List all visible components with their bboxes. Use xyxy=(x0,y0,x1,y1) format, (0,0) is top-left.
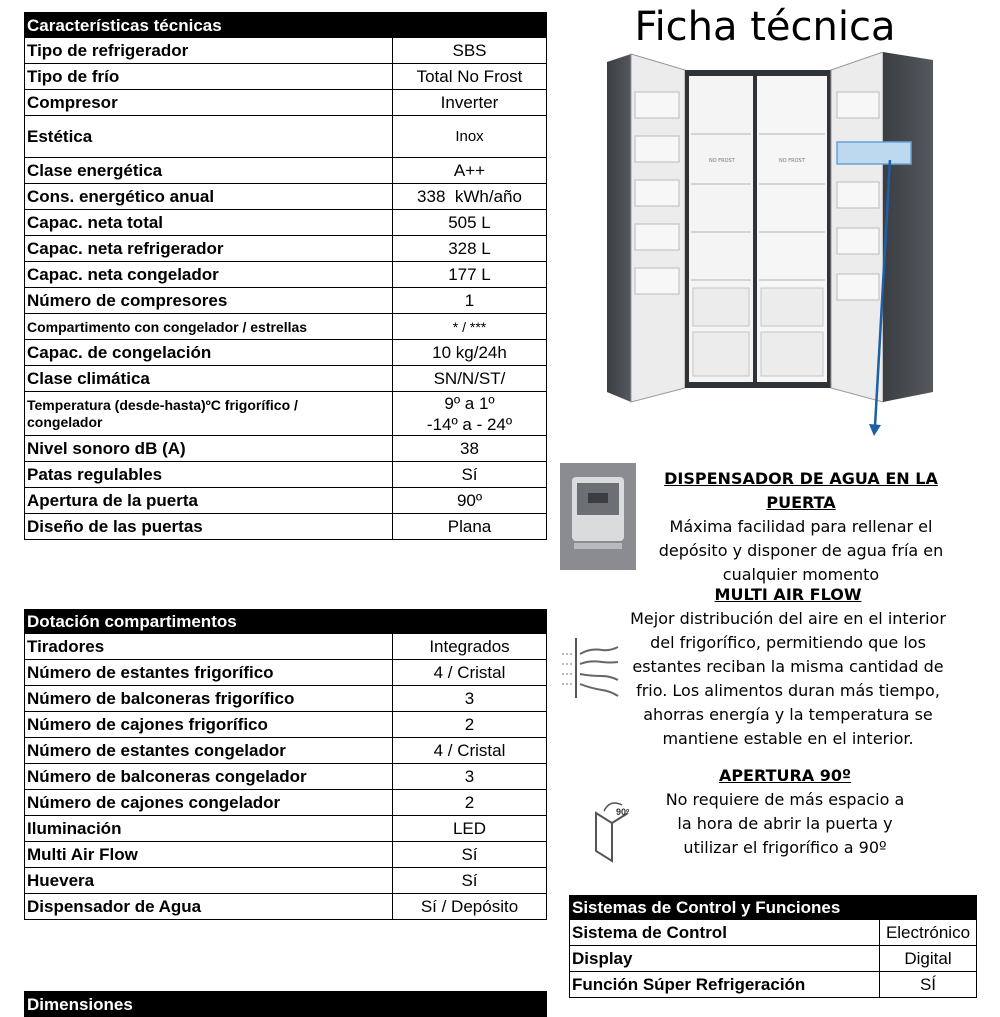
spec-value: Sí xyxy=(393,462,547,488)
spec-value: 177 L xyxy=(393,262,547,288)
compartments-table xyxy=(24,609,547,920)
spec-label: Capac. neta congelador xyxy=(25,262,393,288)
table-row xyxy=(25,712,547,738)
table-row xyxy=(25,894,547,920)
table-row xyxy=(25,288,547,314)
table-row xyxy=(25,262,547,288)
feature-line: la hora de abrir la puerta y xyxy=(677,814,893,833)
control-label: Sistema de Control xyxy=(570,920,880,946)
compartment-value: Sí xyxy=(393,868,547,894)
feature-line: depósito y disponer de agua fría en xyxy=(658,541,944,560)
feature-water-dispenser xyxy=(636,467,966,587)
compartments-table-header: Dotación compartimentos xyxy=(25,610,547,634)
spec-label: Capac. neta total xyxy=(25,210,393,236)
spec-label: Estética xyxy=(25,116,393,158)
table-row xyxy=(25,764,547,790)
spec-value: Total No Frost xyxy=(393,64,547,90)
spec-value: 10 kg/24h xyxy=(393,340,547,366)
control-value: Electrónico xyxy=(880,920,977,946)
spec-value: 38 xyxy=(393,436,547,462)
fridge-image xyxy=(607,52,933,404)
spec-label: Tipo de frío xyxy=(25,64,393,90)
table-row xyxy=(25,38,547,64)
page-title: Ficha técnica xyxy=(634,4,896,50)
table-row xyxy=(25,184,547,210)
spec-value: 328 L xyxy=(393,236,547,262)
fridge-label-right: NO FROST xyxy=(779,158,805,164)
control-table xyxy=(569,895,977,998)
table-row xyxy=(25,314,547,340)
feature-door-opening xyxy=(640,764,930,860)
feature-line: Mejor distribución del aire en el interior xyxy=(630,609,946,628)
table-row xyxy=(25,340,547,366)
spec-value: 338 kWh/año xyxy=(393,184,547,210)
dimensions-table xyxy=(24,991,547,1017)
spec-value: A++ xyxy=(393,158,547,184)
spec-label: Clase energética xyxy=(25,158,393,184)
spec-label: Patas regulables xyxy=(25,462,393,488)
compartment-value: Sí / Depósito xyxy=(393,894,547,920)
compartment-label: Dispensador de Agua xyxy=(25,894,393,920)
compartment-label: Número de cajones frigorífico xyxy=(25,712,393,738)
compartment-value: Sí xyxy=(393,842,547,868)
table-row xyxy=(25,90,547,116)
specs-table-header: Características técnicas xyxy=(25,13,547,38)
feature-line: No requiere de más espacio a xyxy=(665,790,905,809)
compartment-label: Número de estantes congelador xyxy=(25,738,393,764)
table-row xyxy=(25,790,547,816)
spec-label xyxy=(25,392,393,436)
table-row xyxy=(25,236,547,262)
table-row xyxy=(25,738,547,764)
feature-line: estantes reciban la misma cantidad de xyxy=(632,657,944,676)
right-door xyxy=(883,52,933,402)
spec-value: 1 xyxy=(393,288,547,314)
table-row xyxy=(25,488,547,514)
water-dispenser-image xyxy=(560,463,636,570)
spec-value-line: 9º a 1º xyxy=(444,393,495,413)
compartment-label: Tiradores xyxy=(25,634,393,660)
table-row xyxy=(25,116,547,158)
compartment-label: Iluminación xyxy=(25,816,393,842)
feature-line: cualquier momento xyxy=(722,565,880,584)
spec-label: Compartimento con congelador / estrellas xyxy=(25,314,393,340)
control-label: Display xyxy=(570,946,880,972)
compartment-value: 3 xyxy=(393,686,547,712)
control-label: Función Súper Refrigeración xyxy=(570,972,880,998)
feature-line: utilizar el frigorífico a 90º xyxy=(683,838,887,857)
table-row xyxy=(25,868,547,894)
feature-line: mantiene estable en el interior. xyxy=(662,729,914,748)
compartment-value: LED xyxy=(393,816,547,842)
door-icon-label: 90º xyxy=(616,807,630,817)
table-row xyxy=(25,686,547,712)
compartment-label: Multi Air Flow xyxy=(25,842,393,868)
table-row xyxy=(25,436,547,462)
table-row xyxy=(25,660,547,686)
compartment-value: 2 xyxy=(393,790,547,816)
table-row xyxy=(25,158,547,184)
specs-table xyxy=(24,12,547,540)
spec-label: Nivel sonoro dB (A) xyxy=(25,436,393,462)
spec-label: Apertura de la puerta xyxy=(25,488,393,514)
spec-value-line: -14º a - 24º xyxy=(426,414,513,434)
feature-line: frio. Los alimentos duran más tiempo, xyxy=(636,681,940,700)
feature-line: del frigorífico, permitiendo que los xyxy=(650,633,926,652)
spec-label: Número de compresores xyxy=(25,288,393,314)
feature-multi-air-flow xyxy=(618,583,958,751)
fridge-label-left: NO FROST xyxy=(709,158,735,164)
compartment-value: 3 xyxy=(393,764,547,790)
spec-value: Inverter xyxy=(393,90,547,116)
feature-heading: MULTI AIR FLOW xyxy=(714,585,862,604)
table-row xyxy=(25,64,547,90)
spec-label: Tipo de refrigerador xyxy=(25,38,393,64)
feature-heading: APERTURA 90º xyxy=(718,766,852,785)
control-value: Digital xyxy=(880,946,977,972)
compartment-value: 4 / Cristal xyxy=(393,660,547,686)
compartment-value: 4 / Cristal xyxy=(393,738,547,764)
feature-heading: DISPENSADOR DE AGUA EN LA PUERTA xyxy=(664,469,938,512)
spec-label: Capac. de congelación xyxy=(25,340,393,366)
spec-label: Cons. energético anual xyxy=(25,184,393,210)
table-row xyxy=(25,514,547,540)
compartment-value: Integrados xyxy=(393,634,547,660)
table-row xyxy=(25,462,547,488)
table-row xyxy=(570,972,977,998)
spec-value: SN/N/ST/ xyxy=(393,366,547,392)
compartment-label: Número de cajones congelador xyxy=(25,790,393,816)
spec-label-line: Temperatura (desde-hasta)ºC frigorífico / xyxy=(27,396,298,413)
spec-label: Compresor xyxy=(25,90,393,116)
compartment-value: 2 xyxy=(393,712,547,738)
table-row xyxy=(25,634,547,660)
table-row xyxy=(25,392,547,436)
feature-line: ahorras energía y la temperatura se xyxy=(643,705,933,724)
compartment-label: Número de balconeras congelador xyxy=(25,764,393,790)
spec-value xyxy=(393,392,547,436)
spec-value: SBS xyxy=(393,38,547,64)
table-row xyxy=(25,816,547,842)
table-row xyxy=(25,842,547,868)
spec-label: Capac. neta refrigerador xyxy=(25,236,393,262)
dimensions-table-header: Dimensiones xyxy=(25,992,547,1017)
control-table-header: Sistemas de Control y Funciones xyxy=(570,896,977,920)
table-row xyxy=(25,210,547,236)
compartment-label: Número de balconeras frigorífico xyxy=(25,686,393,712)
left-door xyxy=(607,54,631,402)
table-row xyxy=(570,920,977,946)
spec-value: Inox xyxy=(393,116,547,158)
spec-value: 90º xyxy=(393,488,547,514)
compartment-label: Huevera xyxy=(25,868,393,894)
door-opening-icon xyxy=(590,795,638,865)
spec-value: 505 L xyxy=(393,210,547,236)
feature-line: Máxima facilidad para rellenar el xyxy=(669,517,933,536)
spec-value: Plana xyxy=(393,514,547,540)
spec-label-line: congelador xyxy=(27,413,103,430)
water-dispenser-tank xyxy=(837,142,911,164)
air-flow-icon xyxy=(560,636,624,700)
control-value: SÍ xyxy=(880,972,977,998)
table-row xyxy=(570,946,977,972)
spec-label: Clase climática xyxy=(25,366,393,392)
spec-label: Diseño de las puertas xyxy=(25,514,393,540)
compartment-label: Número de estantes frigorífico xyxy=(25,660,393,686)
table-row xyxy=(25,366,547,392)
spec-value: * / *** xyxy=(393,314,547,340)
